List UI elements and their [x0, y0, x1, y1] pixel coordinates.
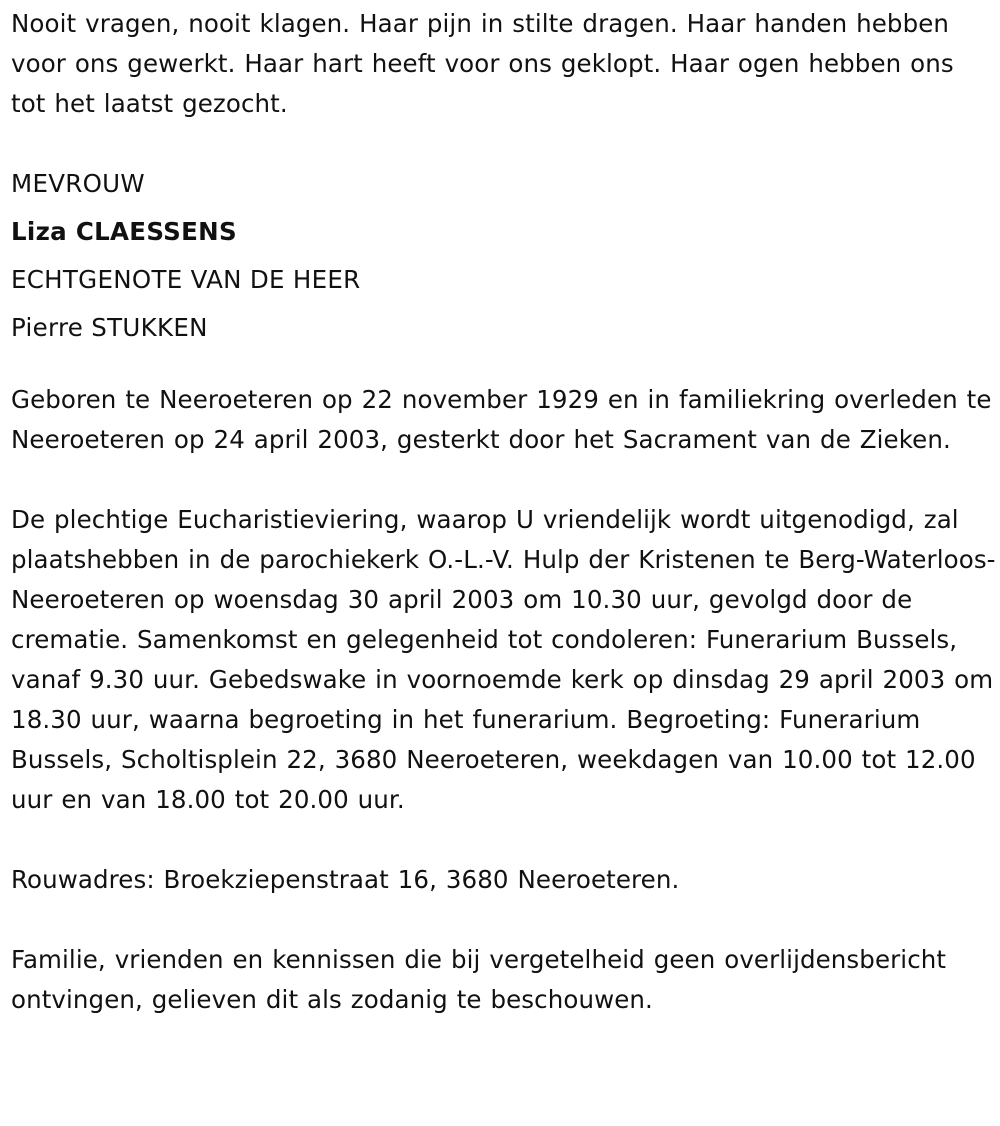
spacer: [11, 124, 996, 164]
mourning-address: Rouwadres: Broekziepenstraat 16, 3680 Neeroeteren.: [11, 865, 680, 894]
spacer: [11, 460, 996, 500]
deceased-name: Liza CLAESSENS: [11, 217, 237, 246]
closing-paragraph: Familie, vrienden en kennissen die bij vergetelheid geen overlijdensbericht ontvingen, gelieven dit als zodanig te beschouwen.: [11, 945, 947, 1014]
spacer: [11, 352, 996, 380]
ceremony-paragraph: De plechtige Eucharistieviering, waarop U vriendelijk wordt uitgenodigd, zal plaatshebben in de parochiekerk O.-L.-V. Hulp der Kristenen te Berg-Waterloos-Neeroeteren op woensdag 30 april 2003 om 10.30 uur, gevolgd door de crematie. Samenkomst en gelegenheid tot condoleren: Funerarium Bussels, vanaf 9.30 uur. Gebedswake in voornoemde kerk op dinsdag 29 april 2003 om 18.30 uur, waarna begroeting in het funerarium. Begroeting: Funerarium Bussels, Scholtisplein 22, 3680 Neeroeteren, weekdagen van 10.00 tot 12.00 uur en van 18.00 tot 20.00 uur.: [11, 505, 996, 814]
opening-quote: Nooit vragen, nooit klagen. Haar pijn in stilte dragen. Haar handen hebben voor ons gewerkt. Haar hart heeft voor ons geklopt. Haar ogen hebben ons tot het laatst gezocht.: [11, 9, 954, 118]
spouse-name: Pierre STUKKEN: [11, 313, 208, 342]
relation-line: ECHTGENOTE VAN DE HEER: [11, 265, 361, 294]
obituary-notice: [11, 4, 996, 1020]
spacer: [11, 820, 996, 860]
salutation: MEVROUW: [11, 169, 145, 198]
birth-death-paragraph: Geboren te Neeroeteren op 22 november 1929 en in familiekring overleden te Neeroeteren op 24 april 2003, gesterkt door het Sacrament van de Zieken.: [11, 385, 992, 454]
spacer: [11, 900, 996, 940]
